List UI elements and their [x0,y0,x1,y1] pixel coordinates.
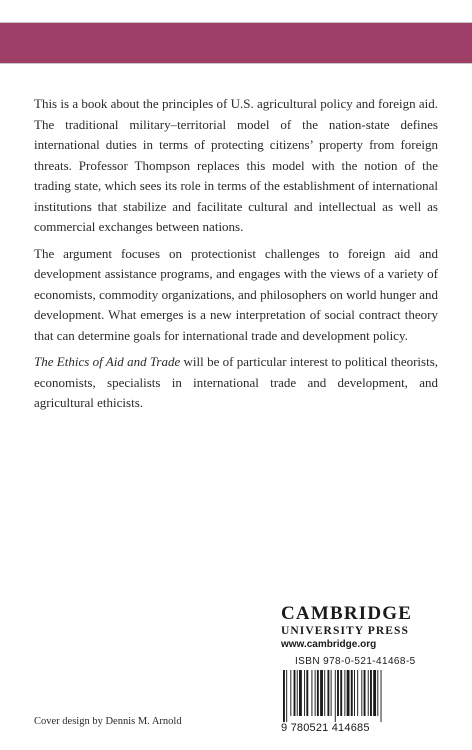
barcode-bar [311,670,312,716]
barcode-bar [373,670,376,716]
barcode-bar [347,670,350,716]
top-color-band [0,22,472,64]
publisher-name: CAMBRIDGE [281,603,413,624]
barcode-bar [354,670,355,716]
barcode-bar [335,670,336,722]
barcode-digits: 9 780521 414685 [281,722,370,734]
barcode-bar [368,670,369,716]
blurb-paragraph-3-text: will be of particular interest to political theorists, economists, specialists in international trade and development, and agricultural ethicists. [34,354,439,410]
barcode-bar [290,670,291,716]
barcode-bar [361,670,362,716]
barcode-bar [340,670,342,716]
publisher-press: UNIVERSITY PRESS [281,625,410,637]
barcode-bar [320,670,323,716]
barcode-bar [344,670,345,716]
barcode-bar [377,670,378,716]
barcode-bar [294,670,296,716]
publisher-url: www.cambridge.org [281,639,377,650]
barcode-bar [370,670,372,716]
barcode-bar [306,670,308,716]
barcode-bar [315,670,316,716]
barcode-bar [327,670,329,716]
barcode-bar [317,670,319,716]
barcode-icon [281,670,441,722]
publisher-logo [281,604,441,652]
blurb-paragraph-1: This is a book about the principles of U.S. agricultural policy and foreign aid. The traditional military–territorial model of the nation-state defines international duties in terms of protecting citizens’ property from foreign threats. Professor Thompson replaces this model with the notion of the trading state, which sees its role in terms of the establishment of international institutions that stabilize and facilitate cultural and intellectual as well as commercial exchanges between nations. [34,96,438,234]
barcode-bar [304,670,305,716]
blurb-paragraph-3 [34,352,438,414]
barcode-bar [324,670,325,716]
top-margin [0,0,472,22]
isbn-label: ISBN 978-0-521-41468-5 [295,656,416,667]
barcode-bar [299,670,302,716]
blurb-paragraph-2: The argument focuses on protectionist challenges to foreign aid and development assistance programs, and engages with the views of a variety of economists, commodity organizations, and philosophers on world hunger and development. What emerges is a new interpretation of social contract theory that can determine goals for international trade and development policy. [34,245,438,343]
barcode-bar [351,670,353,716]
barcode-bar [286,670,287,722]
barcode-bar [364,670,366,716]
barcode-bar [381,670,382,722]
cover-design-credit: Cover design by Dennis M. Arnold [34,716,182,727]
barcode-bar [337,670,339,716]
book-title-italic: The Ethics of Aid and Trade [34,354,181,369]
barcode-bar [283,670,285,722]
barcode-bar [357,670,358,716]
barcode-bar [297,670,298,716]
back-cover-blurb [34,94,438,420]
barcode-bar [331,670,332,716]
